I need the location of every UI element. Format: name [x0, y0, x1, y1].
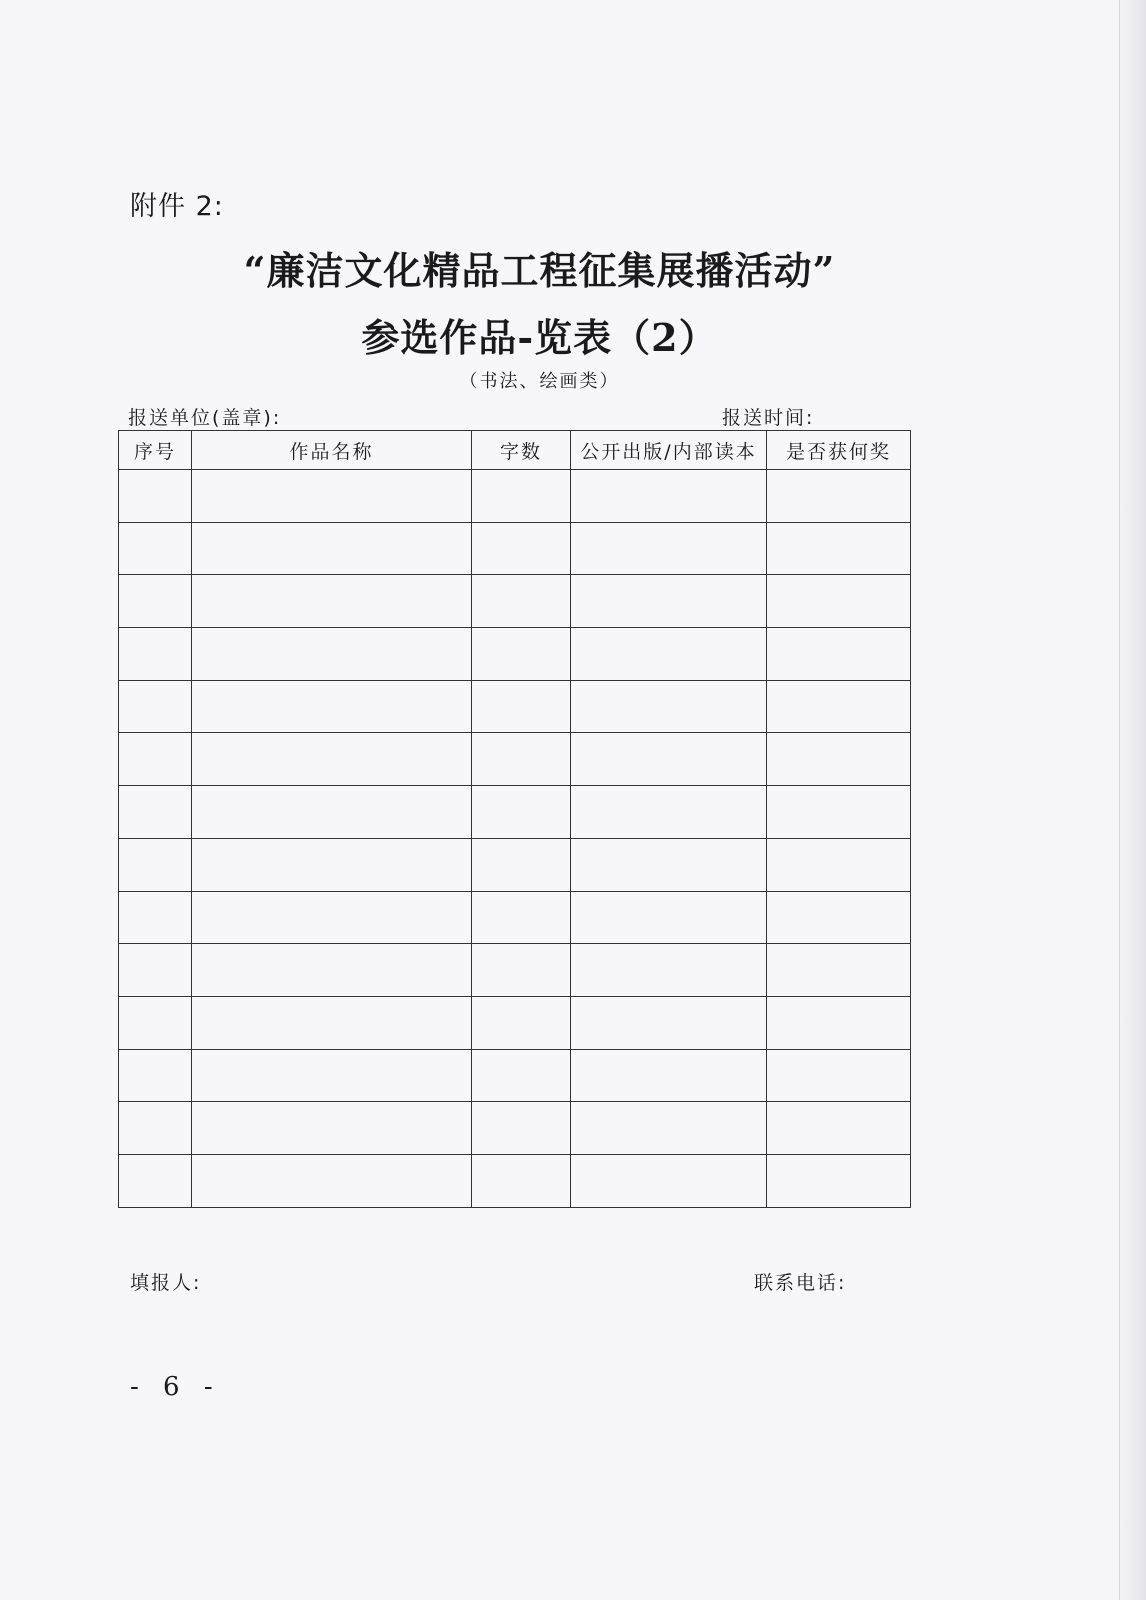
table-cell	[472, 944, 571, 997]
header-award-status: 是否获何奖	[767, 431, 911, 470]
filler-label: 填报人:	[130, 1272, 202, 1294]
table-cell	[472, 786, 571, 839]
table-cell	[119, 891, 192, 944]
table-cell	[767, 996, 911, 1049]
table-row	[119, 575, 911, 628]
table-cell	[119, 786, 192, 839]
table-cell	[119, 1154, 192, 1207]
table-cell	[119, 575, 192, 628]
table-cell	[119, 680, 192, 733]
table-cell	[571, 680, 767, 733]
table-cell	[192, 1049, 472, 1102]
table-cell	[571, 838, 767, 891]
table-cell	[767, 944, 911, 997]
table-cell	[472, 1102, 571, 1155]
table-row	[119, 1154, 911, 1207]
table-cell	[571, 733, 767, 786]
page-number: - 6 -	[130, 1372, 221, 1402]
table-row	[119, 522, 911, 575]
table-row	[119, 733, 911, 786]
table-cell	[767, 470, 911, 523]
table-cell	[119, 470, 192, 523]
table-cell	[119, 838, 192, 891]
document-title-line-2: 参选作品-览表（2）	[361, 315, 718, 360]
table-cell	[767, 733, 911, 786]
table-cell	[119, 1049, 192, 1102]
table-row	[119, 891, 911, 944]
table-cell	[472, 522, 571, 575]
table-cell	[192, 575, 472, 628]
table-cell	[472, 628, 571, 681]
table-cell	[767, 628, 911, 681]
table-cell	[472, 996, 571, 1049]
table-cell	[472, 1049, 571, 1102]
table-cell	[192, 996, 472, 1049]
table-cell	[192, 786, 472, 839]
document-subtitle: （书法、绘画类）	[459, 371, 620, 392]
table-cell	[472, 575, 571, 628]
table-row	[119, 838, 911, 891]
table-cell	[571, 522, 767, 575]
header-publication-type: 公开出版/内部读本	[571, 431, 767, 470]
table-cell	[472, 1154, 571, 1207]
table-cell	[571, 628, 767, 681]
document-title-line-1: “廉洁文化精品工程征集展播活动”	[243, 248, 836, 293]
table-cell	[767, 1102, 911, 1155]
table-row	[119, 1102, 911, 1155]
table-row	[119, 944, 911, 997]
table-cell	[192, 1102, 472, 1155]
table-cell	[119, 944, 192, 997]
table-row	[119, 680, 911, 733]
header-serial-number: 序号	[119, 431, 192, 470]
table-cell	[767, 575, 911, 628]
table-cell	[192, 628, 472, 681]
table-cell	[767, 1154, 911, 1207]
table-cell	[571, 1049, 767, 1102]
table-cell	[767, 522, 911, 575]
page-edge	[1120, 0, 1146, 1600]
submitting-unit-label: 报送单位(盖章):	[128, 407, 282, 429]
table-cell	[472, 838, 571, 891]
table-cell	[767, 786, 911, 839]
table-cell	[119, 733, 192, 786]
table-cell	[192, 944, 472, 997]
header-work-title: 作品名称	[192, 431, 472, 470]
table-cell	[119, 1102, 192, 1155]
table-cell	[571, 996, 767, 1049]
works-table	[118, 430, 911, 1208]
table-cell	[192, 470, 472, 523]
table-cell	[571, 891, 767, 944]
table-cell	[119, 996, 192, 1049]
table-cell	[767, 1049, 911, 1102]
table-cell	[571, 1154, 767, 1207]
table-cell	[192, 891, 472, 944]
table-cell	[192, 680, 472, 733]
table-cell	[767, 891, 911, 944]
table-header-row	[119, 431, 911, 470]
table-cell	[472, 470, 571, 523]
table-row	[119, 786, 911, 839]
attachment-label: 附件 2:	[130, 191, 224, 222]
table-cell	[767, 680, 911, 733]
table-row	[119, 996, 911, 1049]
table-row	[119, 1049, 911, 1102]
table-cell	[192, 838, 472, 891]
table-cell	[571, 575, 767, 628]
table-cell	[571, 786, 767, 839]
header-word-count: 字数	[472, 431, 571, 470]
table-cell	[192, 733, 472, 786]
table-cell	[767, 838, 911, 891]
table-cell	[192, 1154, 472, 1207]
table-cell	[192, 522, 472, 575]
table-cell	[571, 944, 767, 997]
table-cell	[472, 891, 571, 944]
submit-time-label: 报送时间:	[722, 407, 815, 429]
table-cell	[571, 470, 767, 523]
contact-phone-label: 联系电话:	[754, 1272, 847, 1294]
table-cell	[472, 733, 571, 786]
table-cell	[119, 628, 192, 681]
table-row	[119, 470, 911, 523]
table-row	[119, 628, 911, 681]
table-cell	[571, 1102, 767, 1155]
table-cell	[119, 522, 192, 575]
table-cell	[472, 680, 571, 733]
